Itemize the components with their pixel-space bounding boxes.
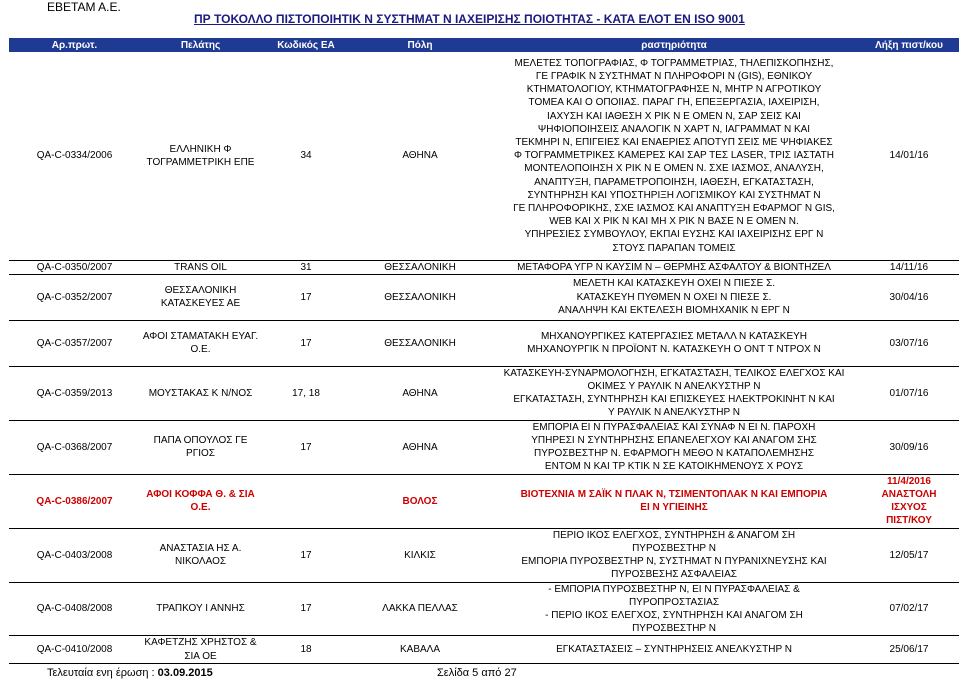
cell-expiry — [859, 274, 959, 320]
table-row — [9, 274, 959, 320]
activity-line: ΑΝΑΠΤΥΞΗ, ΠΑΡΑΜΕΤΡΟΠΟΙΗΣΗ, ΙΑΘΕΣΗ, ΕΓΚΑΤΑΣΤΑΣΗ, — [534, 176, 814, 188]
table-row — [9, 528, 959, 582]
activity-line: ΥΠΗΡΕΣΙΕΣ ΣΥΜΒΟΥΛΟΥ, ΕΚΠΑΙ ΕΥΣΗΣ ΚΑΙ ΙΑΧΕΙΡΙΣΗΣ ΕΡΓ Ν — [524, 229, 824, 241]
expiry-line: 25/06/17 — [889, 643, 929, 655]
activity-line: ΚΑΤΑΣΚΕΥΗ ΠΥΘΜΕΝ Ν ΟΧΕΙ Ν ΠΙΕΣΕ Σ. — [576, 291, 772, 303]
cell-city: ΑΘΗΝΑ — [351, 366, 489, 420]
cell-code: 17 — [261, 582, 351, 636]
activity-line: ΜΕΛΕΤΗ ΚΑΙ ΚΑΤΑΣΚΕΥΗ ΟΧΕΙ Ν ΠΙΕΣΕ Σ. — [572, 278, 776, 290]
cell-city: ΘΕΣΣΑΛΟΝΙΚΗ — [351, 274, 489, 320]
cell-protocol: QA-C-0403/2008 — [9, 528, 140, 582]
cell-city: ΘΕΣΣΑΛΟΝΙΚΗ — [351, 260, 489, 274]
cell-city: ΑΘΗΝΑ — [351, 52, 489, 260]
activity-line: ΜΗΧΑΝΟΥΡΓΙΚΕΣ ΚΑΤΕΡΓΑΣΙΕΣ ΜΕΤΑΛΛ Ν ΚΑΤΑΣΚΕΥΗ — [540, 331, 808, 342]
cell-city: ΚΑΒΑΛΑ — [351, 636, 489, 663]
activity-line: ΠΥΡΟΠΡΟΣΤΑΣΙΑΣ — [628, 596, 720, 608]
cell-code: 34 — [261, 52, 351, 260]
activity-line: Φ ΤΟΓΡΑΜΜΕΤΡΙΚΕΣ ΚΑΜΕΡΕΣ ΚΑΙ ΣΑΡ ΤΕΣ LASER, ΤΡΙΣ ΙΑΣΤΑΤΗ — [514, 150, 834, 162]
table-row — [9, 366, 959, 420]
cell-protocol: QA-C-0359/2013 — [9, 366, 140, 420]
cell-protocol: QA-C-0352/2007 — [9, 274, 140, 320]
cell-city: ΚΙΛΚΙΣ — [351, 528, 489, 582]
document-title: ΠΡ ΤΟΚΟΛΛΟ ΠΙΣΤΟΠΟΙΗΤΙΚ Ν ΣΥΣΤΗΜΑΤ Ν ΙΑΧΕΙΡΙΣΗΣ ΠΟΙΟΤΗΤΑΣ - ΚΑΤΑ ΕΛΟΤ ΕΝ ISO 9001 — [194, 12, 745, 26]
cell-activity — [489, 320, 859, 366]
expiry-line: 12/05/17 — [889, 549, 929, 561]
table-row — [9, 636, 959, 663]
expiry-line: ΠΙΣΤ/ΚΟΥ — [886, 515, 932, 527]
col-header-protocol: Αρ.πρωτ. — [9, 38, 140, 52]
cell-client: ΠΑΠΑ ΟΠΟΥΛΟΣ ΓΕ ΡΓΙΟΣ — [140, 420, 261, 474]
activity-line: ΥΠΗΡΕΣΙ Ν ΣΥΝΤΗΡΗΣΗΣ ΕΠΑΝΕΛΕΓΧΟΥ ΚΑΙ ΑΝΑΓΟΜ ΣΗΣ — [531, 435, 817, 446]
table-row — [9, 420, 959, 474]
cell-activity — [489, 52, 859, 260]
cell-expiry — [859, 582, 959, 636]
cell-client: ΜΟΥΣΤΑΚΑΣ Κ Ν/ΝΟΣ — [140, 366, 261, 420]
expiry-line: 30/09/16 — [889, 441, 929, 453]
page-number: Σελίδα 5 από 27 — [437, 667, 517, 679]
cell-code: 17 — [261, 420, 351, 474]
cell-client: ΑΝΑΣΤΑΣΙΑ ΗΣ Α. ΝΙΚΟΛΑΟΣ — [140, 528, 261, 582]
activity-line: ΜΕΤΑΦΟΡΑ ΥΓΡ Ν ΚΑΥΣΙΜ Ν – ΘΕΡΜΗΣ ΑΣΦΑΛΤΟΥ & ΒΙΟΝΤΗΖΕΛ — [517, 261, 831, 273]
activity-line: ΕΓΚΑΤΑΣΤΑΣΗ, ΣΥΝΤΗΡΗΣΗ ΚΑΙ ΕΠΙΣΚΕΥΕΣ ΗΛΕΚΤΡΟΚΙΝΗΤ Ν ΚΑΙ — [513, 394, 835, 406]
cell-city: ΒΟΛΟΣ — [351, 474, 489, 528]
activity-line: ΠΥΡΟΣΒΕΣΤΗΡ Ν. ΕΦΑΡΜΟΓΗ ΜΕΘΟ Ν ΚΑΤΑΠΟΛΕΜΗΣΗΣ — [533, 448, 814, 460]
cell-activity — [489, 582, 859, 636]
col-header-city: Πόλη — [351, 38, 489, 52]
cell-code: 17 — [261, 274, 351, 320]
activity-line: ΠΥΡΟΣΒΕΣΗΣ ΑΣΦΑΛΕΙΑΣ — [611, 569, 737, 581]
col-header-code: Κωδικός ΕΑ — [261, 38, 351, 52]
cell-protocol: QA-C-0386/2007 — [9, 474, 140, 528]
cell-code: 17, 18 — [261, 366, 351, 420]
table-row — [9, 474, 959, 528]
activity-line: ΣΤΟΥΣ ΠΑΡΑΠΑΝ ΤΟΜΕΙΣ — [612, 242, 736, 254]
cell-expiry — [859, 52, 959, 260]
activity-line: ΠΥΡΟΣΒΕΣΤΗΡ Ν — [632, 623, 716, 635]
activity-line: ΨΗΦΙΟΠΟΙΗΣΕΙΣ ΑΝΑΛΟΓΙΚ Ν ΧΑΡΤ Ν, ΙΑΓΡΑΜΜΑΤ Ν ΚΑΙ — [537, 123, 811, 135]
activity-line: - ΠΕΡΙΟ ΙΚΟΣ ΕΛΕΓΧΟΣ, ΣΥΝΤΗΡΗΣΗ ΚΑΙ ΑΝΑΓΟΜ ΣΗ — [545, 609, 803, 621]
cell-protocol: QA-C-0408/2008 — [9, 582, 140, 636]
activity-line: - ΕΜΠΟΡΙΑ ΠΥΡΟΣΒΕΣΤΗΡ Ν, ΕΙ Ν ΠΥΡΑΣΦΑΛΕΙΑΣ & — [548, 583, 800, 595]
activity-line: ΚΤΗΜΑΤΟΛΟΓΙΟΥ, ΚΤΗΜΑΤΟΓΡΑΦΗΣΕ Ν, ΜΗΤΡ Ν ΑΓΡΟΤΙΚΟΥ — [526, 84, 822, 96]
cell-client: TRANS OIL — [140, 260, 261, 274]
activity-line: ΕΓΚΑΤΑΣΤΑΣΕΙΣ – ΣΥΝΤΗΡΗΣΕΙΣ ΑΝΕΛΚΥΣΤΗΡ Ν — [556, 643, 792, 655]
cell-activity — [489, 260, 859, 274]
activity-line: Υ ΡΑΥΛΙΚ Ν ΑΝΕΛΚΥΣΤΗΡ Ν — [608, 407, 740, 419]
expiry-line: ΑΝΑΣΤΟΛΗ — [881, 489, 937, 500]
table-row — [9, 260, 959, 274]
activity-line: ΓΕ ΠΛΗΡΟΦΟΡΙΚΗΣ, ΣΧΕ ΙΑΣΜΟΣ ΚΑΙ ΑΝΑΠΤΥΞΗ ΕΦΑΡΜΟΓ Ν GIS, — [513, 202, 835, 214]
activity-line: ΜΟΝΤΕΛΟΠΟΙΗΣΗ Χ ΡΙΚ Ν Ε ΟΜΕΝ Ν. ΣΧΕ ΙΑΣΜΟΣ, ΑΝΑΛΥΣΗ, — [524, 163, 824, 175]
activity-line: ΜΗΧΑΝΟΥΡΓΙΚ Ν ΠΡΟΪΟΝΤ Ν. ΚΑΤΑΣΚΕΥΗ Ο ΟΝΤ Τ ΝΤΡΟΧ Ν — [527, 344, 821, 356]
certificate-register-table — [9, 38, 959, 664]
col-header-client: Πελάτης — [140, 38, 261, 52]
expiry-line: 14/01/16 — [889, 150, 929, 162]
cell-city: ΘΕΣΣΑΛΟΝΙΚΗ — [351, 320, 489, 366]
cell-protocol: QA-C-0334/2006 — [9, 52, 140, 260]
cell-activity — [489, 474, 859, 528]
activity-line: ΑΝΑΛΗΨΗ ΚΑΙ ΕΚΤΕΛΕΣΗ ΒΙΟΜΗΧΑΝΙΚ Ν ΕΡΓ Ν — [558, 304, 790, 316]
activity-line: WEB ΚΑΙ Χ ΡΙΚ Ν ΚΑΙ ΜΗ Χ ΡΙΚ Ν ΒΑΣΕ Ν Ε ΟΜΕΝ Ν. — [549, 216, 799, 228]
cell-activity — [489, 528, 859, 582]
cell-activity — [489, 274, 859, 320]
cell-client: ΑΦΟΙ ΣΤΑΜΑΤΑΚΗ ΕΥΑΓ. Ο.Ε. — [140, 320, 261, 366]
activity-line: ΕΝΤΟΜ Ν ΚΑΙ ΤΡ ΚΤΙΚ Ν ΣΕ ΚΑΤΟΙΚΗΜΕΝΟΥΣ Χ ΡΟΥΣ — [544, 461, 804, 473]
cell-client: ΘΕΣΣΑΛΟΝΙΚΗ ΚΑΤΑΣΚΕΥΕΣ ΑΕ — [140, 274, 261, 320]
cell-code: 18 — [261, 636, 351, 663]
table-header-row — [9, 38, 959, 52]
company-name: ΕΒΕΤΑΜ Α.Ε. — [47, 0, 121, 14]
cell-expiry — [859, 320, 959, 366]
activity-line: ΓΕ ΓΡΑΦΙΚ Ν ΣΥΣΤΗΜΑΤ Ν ΠΛΗΡΟΦΟΡΙ Ν (GIS), ΕΘΝΙΚΟΥ — [535, 70, 813, 82]
last-update-date: 03.09.2015 — [157, 667, 213, 679]
activity-line: ΙΑΧΥΣΗ ΚΑΙ ΙΑΘΕΣΗ Χ ΡΙΚ Ν Ε ΟΜΕΝ Ν, ΣΑΡ ΣΕΙΣ ΚΑΙ — [547, 110, 801, 122]
cell-client: ΕΛΛΗΝΙΚΗ Φ ΤΟΓΡΑΜΜΕΤΡΙΚΗ ΕΠΕ — [140, 52, 261, 260]
activity-line: ΕΙ Ν ΥΓΙΕΙΝΗΣ — [640, 502, 708, 514]
expiry-line: 11/4/2016 — [887, 475, 931, 487]
activity-line: ΕΜΠΟΡΙΑ ΕΙ Ν ΠΥΡΑΣΦΑΛΕΙΑΣ ΚΑΙ ΣΥΝΑΦ Ν ΕΙ Ν. ΠΑΡΟΧΗ — [532, 421, 816, 433]
cell-protocol: QA-C-0350/2007 — [9, 260, 140, 274]
cell-expiry — [859, 474, 959, 528]
cell-activity — [489, 636, 859, 663]
activity-line: ΤΕΚΜΗΡΙ Ν, ΕΠΙΓΕΙΕΣ ΚΑΙ ΕΝΑΕΡΙΕΣ ΑΠΟΤΥΠ ΣΕΙΣ ΜΕ ΨΗΦΙΑΚΕΣ — [515, 136, 833, 148]
activity-line: ΚΑΤΑΣΚΕΥΗ-ΣΥΝΑΡΜΟΛΟΓΗΣΗ, ΕΓΚΑΤΑΣΤΑΣΗ, ΤΕΛΙΚΟΣ ΕΛΕΓΧΟΣ ΚΑΙ — [503, 367, 845, 379]
table-row — [9, 582, 959, 636]
cell-code: 17 — [261, 320, 351, 366]
activity-line: ΜΕΛΕΤΕΣ ΤΟΠΟΓΡΑΦΙΑΣ, Φ ΤΟΓΡΑΜΜΕΤΡΙΑΣ, ΤΗΛΕΠΙΣΚΟΠΗΣΗΣ, — [514, 57, 834, 69]
cell-protocol: QA-C-0410/2008 — [9, 636, 140, 663]
expiry-line: 01/07/16 — [889, 387, 929, 399]
cell-code: 17 — [261, 528, 351, 582]
expiry-line: 14/11/16 — [889, 261, 929, 273]
cell-code — [261, 474, 351, 528]
activity-line: ΣΥΝΤΗΡΗΣΗ ΚΑΙ ΥΠΟΣΤΗΡΙΞΗ ΛΟΓΙΣΜΙΚΟΥ ΚΑΙ ΣΥΣΤΗΜΑΤ Ν — [527, 189, 821, 201]
table-row — [9, 52, 959, 260]
last-update-label: Τελευταία ενη έρωση : — [47, 667, 155, 679]
cell-client: ΑΦΟΙ ΚΟΦΦΑ Θ. & ΣΙΑ Ο.Ε. — [140, 474, 261, 528]
activity-line: ΕΜΠΟΡΙΑ ΠΥΡΟΣΒΕΣΤΗΡ Ν, ΣΥΣΤΗΜΑΤ Ν ΠΥΡΑΝΙΧΝΕΥΣΗΣ ΚΑΙ — [521, 556, 827, 568]
expiry-line: 03/07/16 — [889, 337, 929, 349]
table-row — [9, 320, 959, 366]
cell-protocol: QA-C-0357/2007 — [9, 320, 140, 366]
activity-line: ΟΚΙΜΕΣ Υ ΡΑΥΛΙΚ Ν ΑΝΕΛΚΥΣΤΗΡ Ν — [587, 381, 761, 392]
col-header-expiry: Λήξη πιστ/κου — [859, 38, 959, 52]
col-header-activity: ραστηριότητα — [489, 38, 859, 52]
cell-activity — [489, 420, 859, 474]
cell-activity — [489, 366, 859, 420]
cell-expiry — [859, 366, 959, 420]
cell-expiry — [859, 528, 959, 582]
cell-client: ΚΑΦΕΤΖΗΣ ΧΡΗΣΤΟΣ & ΣΙΑ ΟΕ — [140, 636, 261, 663]
activity-line: ΒΙΟΤΕΧΝΙΑ Μ ΣΑΪΚ Ν ΠΛΑΚ Ν, ΤΣΙΜΕΝΤΟΠΛΑΚ Ν ΚΑΙ ΕΜΠΟΡΙΑ — [520, 489, 828, 500]
activity-line: ΠΕΡΙΟ ΙΚΟΣ ΕΛΕΓΧΟΣ, ΣΥΝΤΗΡΗΣΗ & ΑΝΑΓΟΜ ΣΗ — [552, 529, 796, 541]
expiry-line: 30/04/16 — [889, 291, 929, 303]
cell-city: ΛΑΚΚΑ ΠΕΛΛΑΣ — [351, 582, 489, 636]
cell-expiry — [859, 636, 959, 663]
last-update — [47, 667, 213, 679]
cell-city: ΑΘΗΝΑ — [351, 420, 489, 474]
cell-protocol: QA-C-0368/2007 — [9, 420, 140, 474]
cell-expiry — [859, 420, 959, 474]
cell-expiry — [859, 260, 959, 274]
activity-line: ΤΟΜΕΑ ΚΑΙ Ο ΟΠΟΙΙΑΣ. ΠΑΡΑΓ ΓΗ, ΕΠΕΞΕΡΓΑΣΙΑ, ΙΑΧΕΙΡΙΣΗ, — [528, 97, 820, 109]
cell-client: ΤΡΑΠΚΟΥ Ι ΑΝΝΗΣ — [140, 582, 261, 636]
expiry-line: ΙΣΧΥΟΣ — [891, 502, 927, 514]
expiry-line: 07/02/17 — [889, 603, 929, 615]
activity-line: ΠΥΡΟΣΒΕΣΤΗΡ Ν — [632, 542, 716, 554]
cell-code: 31 — [261, 260, 351, 274]
